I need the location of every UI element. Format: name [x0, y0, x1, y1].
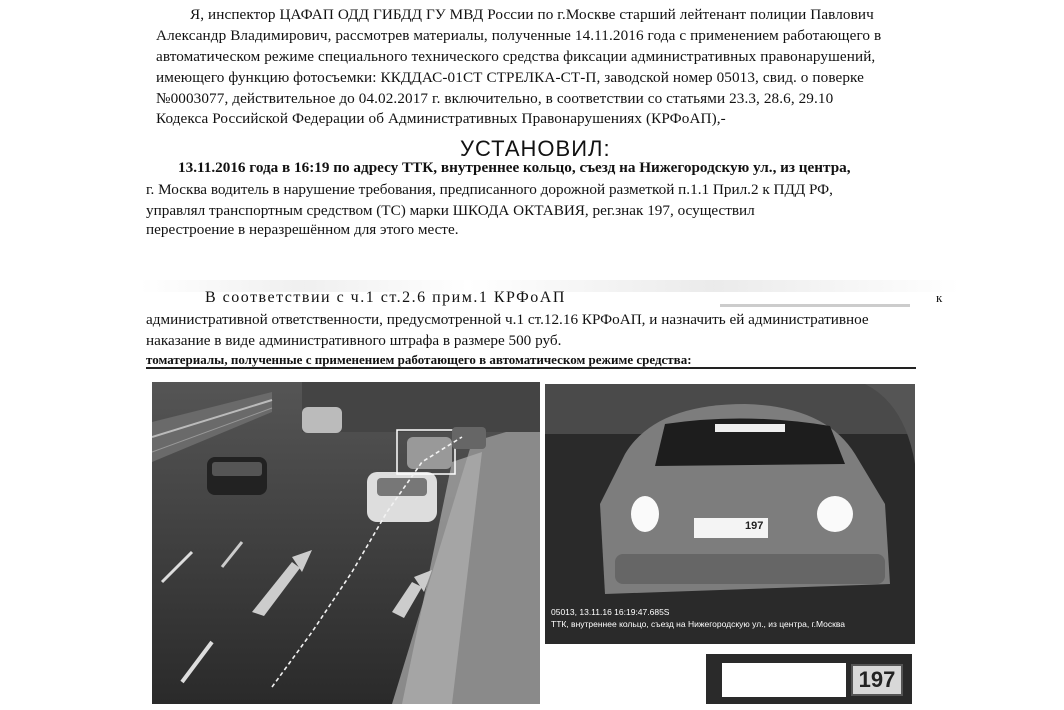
road-scene-icon — [152, 382, 540, 704]
decision-line-3: наказание в виде административного штрафа в размере 500 руб. — [146, 332, 562, 349]
decision-line-1-tail: к — [936, 290, 943, 305]
caption-line-2: ТТК, внутреннее кольцо, съезд на Нижегородскую ул., из центра, г.Москва — [551, 619, 845, 629]
established-line-2: г. Москва водитель в нарушение требования, предписанного дорожной разметкой п.1.1 Прил.2 к ПДД РФ, — [146, 181, 833, 198]
intro-line-2: Александр Владимирович, рассмотрев материалы, полученные 14.11.2016 года с применением работающего в — [156, 27, 882, 44]
redaction-smudge — [720, 304, 910, 307]
traffic-camera-photo — [152, 382, 540, 704]
decision-line-1: В соответствии с ч.1 ст.2.6 прим.1 КРФоАП — [205, 289, 566, 306]
plate-region-number: 197 — [851, 664, 903, 696]
section-heading: УСТАНОВИЛ: — [460, 136, 611, 161]
decision-line-4: томатериалы, полученные с применением работающего в автоматическом режиме средства: — [146, 352, 692, 367]
car-plate-region: 197 — [745, 520, 764, 532]
divider — [146, 367, 916, 369]
plate-redacted — [722, 663, 846, 697]
intro-line-3: автоматическом режиме специального технического средства фиксации административных правонарушений, — [156, 48, 876, 65]
vehicle-closeup-photo — [545, 384, 915, 644]
decision-line-2: административной ответственности, предусмотренной ч.1 ст.12.16 КРФоАП, и назначить ей административное — [146, 311, 869, 328]
established-line-4: перестроение в неразрешённом для этого месте. — [146, 221, 459, 238]
caption-line-1: 05013, 13.11.16 16:19:47.685S — [551, 607, 670, 617]
intro-line-6: Кодекса Российской Федерации об Административных Правонарушениях (КРФоАП),- — [156, 110, 726, 127]
intro-line-5: №0003077, действительное до 04.02.2017 г. включительно, в соответствии со статьями 23.3, 28.6, 29.10 — [156, 90, 834, 107]
intro-line-1: Я, инспектор ЦАФАП ОДД ГИБДД ГУ МВД России по г.Москве старший лейтенант полиции Павлович — [190, 6, 874, 23]
intro-line-4: имеющего функцию фотосъемки: ККДДАС-01СТ СТРЕЛКА-СТ-П, заводской номер 05013, свид. о поверке — [156, 69, 864, 86]
car-rear-icon — [545, 384, 915, 644]
photo-caption — [551, 606, 845, 630]
established-line-1: 13.11.2016 года в 16:19 по адресу ТТК, внутреннее кольцо, съезд на Нижегородскую ул., из центра, — [178, 159, 851, 176]
established-line-3: управлял транспортным средством (ТС) марки ШКОДА ОКТАВИЯ, рег.знак 197, осуществил — [146, 202, 755, 219]
